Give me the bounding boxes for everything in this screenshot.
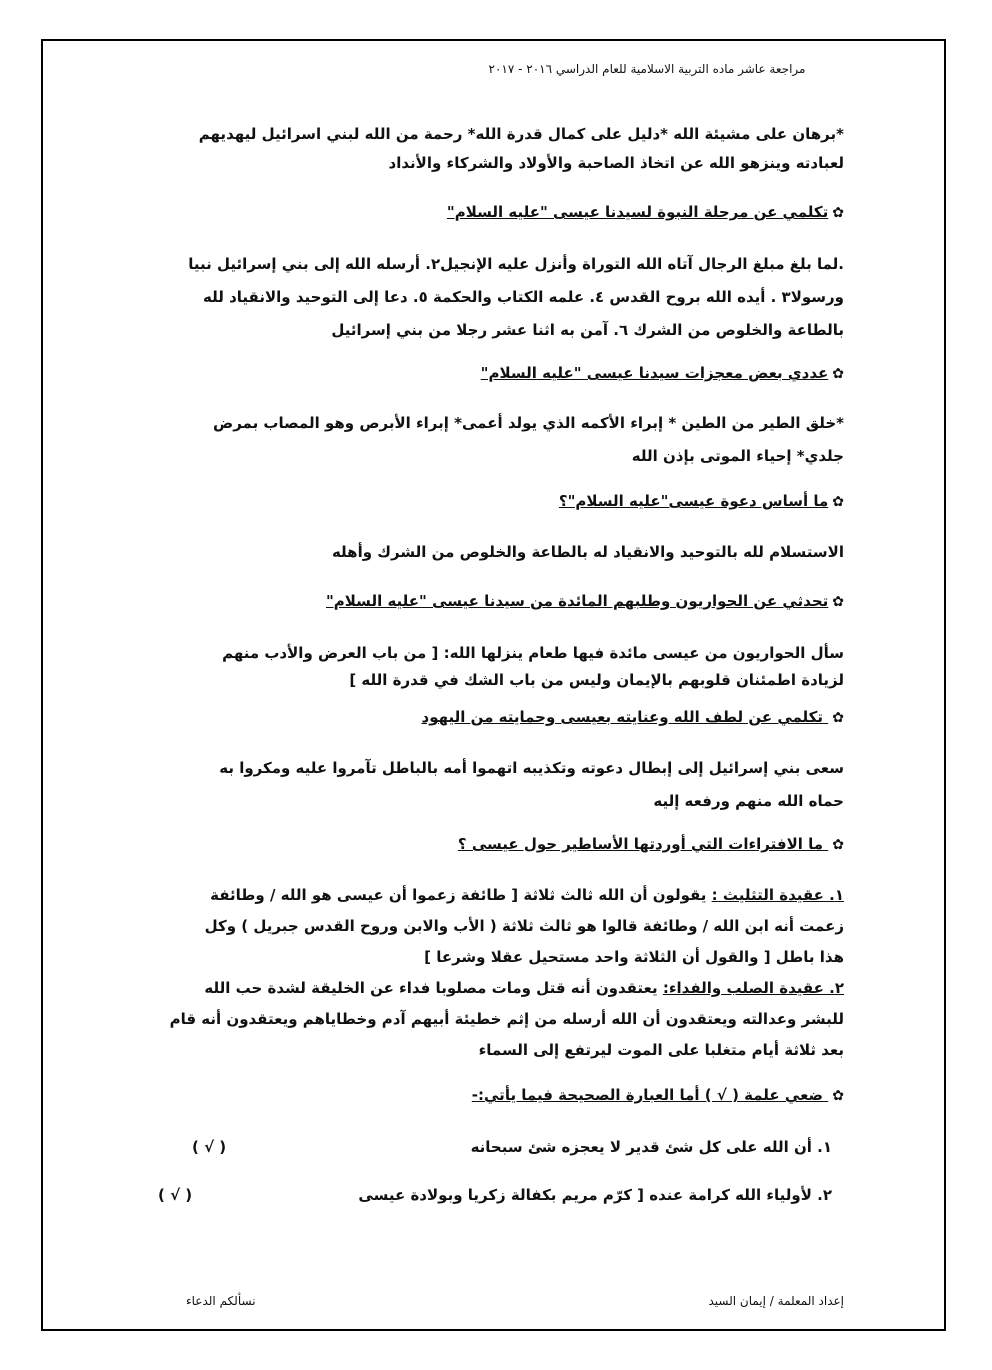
flower-icon: ✿	[832, 710, 844, 726]
crucifixion-label: ٢. عقيدة الصلب والفداء:	[662, 979, 844, 997]
answer-line: ورسولا٣ . أيده الله بروح القدس ٤. علمه الكتاب والحكمة ٥. دعا إلى التوحيد والانقياد لله	[203, 288, 844, 306]
question-text: ما أساس دعوة عيسى"عليه السلام"؟	[558, 492, 829, 510]
question-miracles	[150, 364, 844, 382]
answer-line: بالطاعة والخلوص من الشرك ٦. آمن به اثنا عشر رجلا من بني إسرائيل	[331, 321, 844, 339]
answer-line: الاستسلام لله بالتوحيد والانقياد له بالطاعة والخلوص من الشرك وأهله	[331, 543, 844, 561]
check-item-2	[150, 1186, 844, 1204]
question-text: عددي بعض معجزات سيدنا عيسى "عليه السلام"	[480, 364, 829, 382]
check-item-text: ٢. لأولياء الله كرامة عنده [ كرّم مريم بكفالة زكريا وبولادة عيسى	[358, 1186, 832, 1204]
answer-line: *خلق الطير من الطين * إبراء الأكمه الذي يولد أعمى* إبراء الأبرص وهو المصاب بمرض	[213, 414, 844, 432]
answer-myths	[150, 880, 844, 1066]
flower-icon: ✿	[832, 205, 844, 221]
answer-call-basis	[150, 536, 844, 569]
question-text: ضعي علمة ( √ ) أما العبارة الصحيحة فيما يأتي:-	[471, 1086, 829, 1104]
trinity-text: يقولون أن الله ثالث ثلاثة [ طائفة زعموا أن عيسى هو الله / وطائفة	[210, 886, 712, 904]
flower-icon: ✿	[832, 366, 844, 382]
answer-line: حماه الله منهم ورفعه إليه	[653, 792, 844, 810]
flower-icon: ✿	[832, 494, 844, 510]
question-disciples	[150, 592, 844, 610]
intro-line-2: لعبادته وينزهو الله عن اتخاذ الصاحبة والأولاد والشركاء والأنداد	[388, 154, 844, 172]
flower-icon: ✿	[832, 1088, 844, 1104]
trinity-label: ١. عقيدة التثليث :	[711, 886, 844, 904]
question-protection	[150, 708, 844, 726]
answer-line: هذا باطل [ والقول أن الثلاثة واحد مستحيل عقلا وشرعا ]	[424, 948, 844, 966]
intro-line-1: *برهان على مشيئة الله *دليل على كمال قدرة الله* رحمة من الله لبني اسرائيل ليهديهم	[198, 125, 844, 143]
question-text: تحدثي عن الحواريون وطلبهم المائدة من سيدنا عيسى "عليه السلام"	[325, 592, 829, 610]
footer-author: إعداد المعلمة / إيمان السيد	[708, 1294, 844, 1308]
question-true-false	[150, 1086, 844, 1104]
check-item-text: ١. أن الله على كل شئ قدير لا يعجزه شئ سبحانه	[470, 1138, 832, 1156]
intro-paragraph	[150, 118, 844, 180]
answer-miracles	[150, 407, 844, 473]
answer-disciples	[150, 637, 844, 697]
answer-prophethood	[150, 248, 844, 347]
question-text: تكلمي عن مرحلة النبوة لسيدنا عيسى "عليه السلام"	[446, 203, 829, 221]
check-mark: ( √ )	[158, 1186, 193, 1204]
answer-protection	[150, 752, 844, 818]
answer-line: سعى بني إسرائيل إلى إبطال دعوته وتكذيبه اتهموا أمه بالباطل تآمروا عليه ومكروا به	[219, 759, 844, 777]
question-text: ما الافتراءات التي أوردتها الأساطير حول عيسى ؟	[457, 835, 829, 853]
page-header: مراجعة عاشر ماده التربية الاسلامية للعام الدراسي ٢٠١٦ - ٢٠١٧	[488, 62, 806, 76]
flower-icon: ✿	[832, 837, 844, 853]
question-text: تكلمي عن لطف الله وعنايته بعيسى وحمايته من اليهود	[421, 708, 829, 726]
check-mark: ( √ )	[192, 1138, 227, 1156]
answer-line	[150, 880, 844, 911]
answer-line: سأل الحواريون من عيسى مائدة فيها طعام ينزلها الله: [ من باب العرض والأدب منهم	[222, 644, 844, 662]
flower-icon: ✿	[832, 594, 844, 610]
question-prophethood	[150, 203, 844, 221]
question-myths	[150, 835, 844, 853]
answer-line: جلدي* إحياء الموتى بإذن الله	[631, 447, 844, 465]
answer-line: .لما بلغ مبلغ الرجال آتاه الله التوراة وأنزل عليه الإنجيل٢. أرسله الله إلى بني إسرائيل نبيا	[188, 255, 844, 273]
answer-line: زعمت أنه ابن الله / وطائفة قالوا هو ثالث ثلاثة ( الأب والابن وروح القدس جبريل ) وكل	[204, 917, 844, 935]
answer-line: بعد ثلاثة أيام متغلبا على الموت ليرتفع إلى السماء	[478, 1041, 844, 1059]
answer-line	[150, 973, 844, 1004]
answer-line: للبشر وعدالته ويعتقدون أن الله أرسله من إثم خطيئة أبيهم آدم وخطاياهم ويعتقدون أنه قام	[169, 1010, 844, 1028]
check-item-1	[150, 1138, 844, 1156]
footer-prayer: نسألكم الدعاء	[186, 1294, 256, 1308]
question-call-basis	[150, 492, 844, 510]
answer-line: لزيادة اطمئنان قلوبهم بالإيمان وليس من باب الشك في قدرة الله ]	[349, 671, 844, 689]
crucifixion-text: يعتقدون أنه قتل ومات مصلوبا فداء عن الخليقة لشدة حب الله	[204, 979, 663, 997]
